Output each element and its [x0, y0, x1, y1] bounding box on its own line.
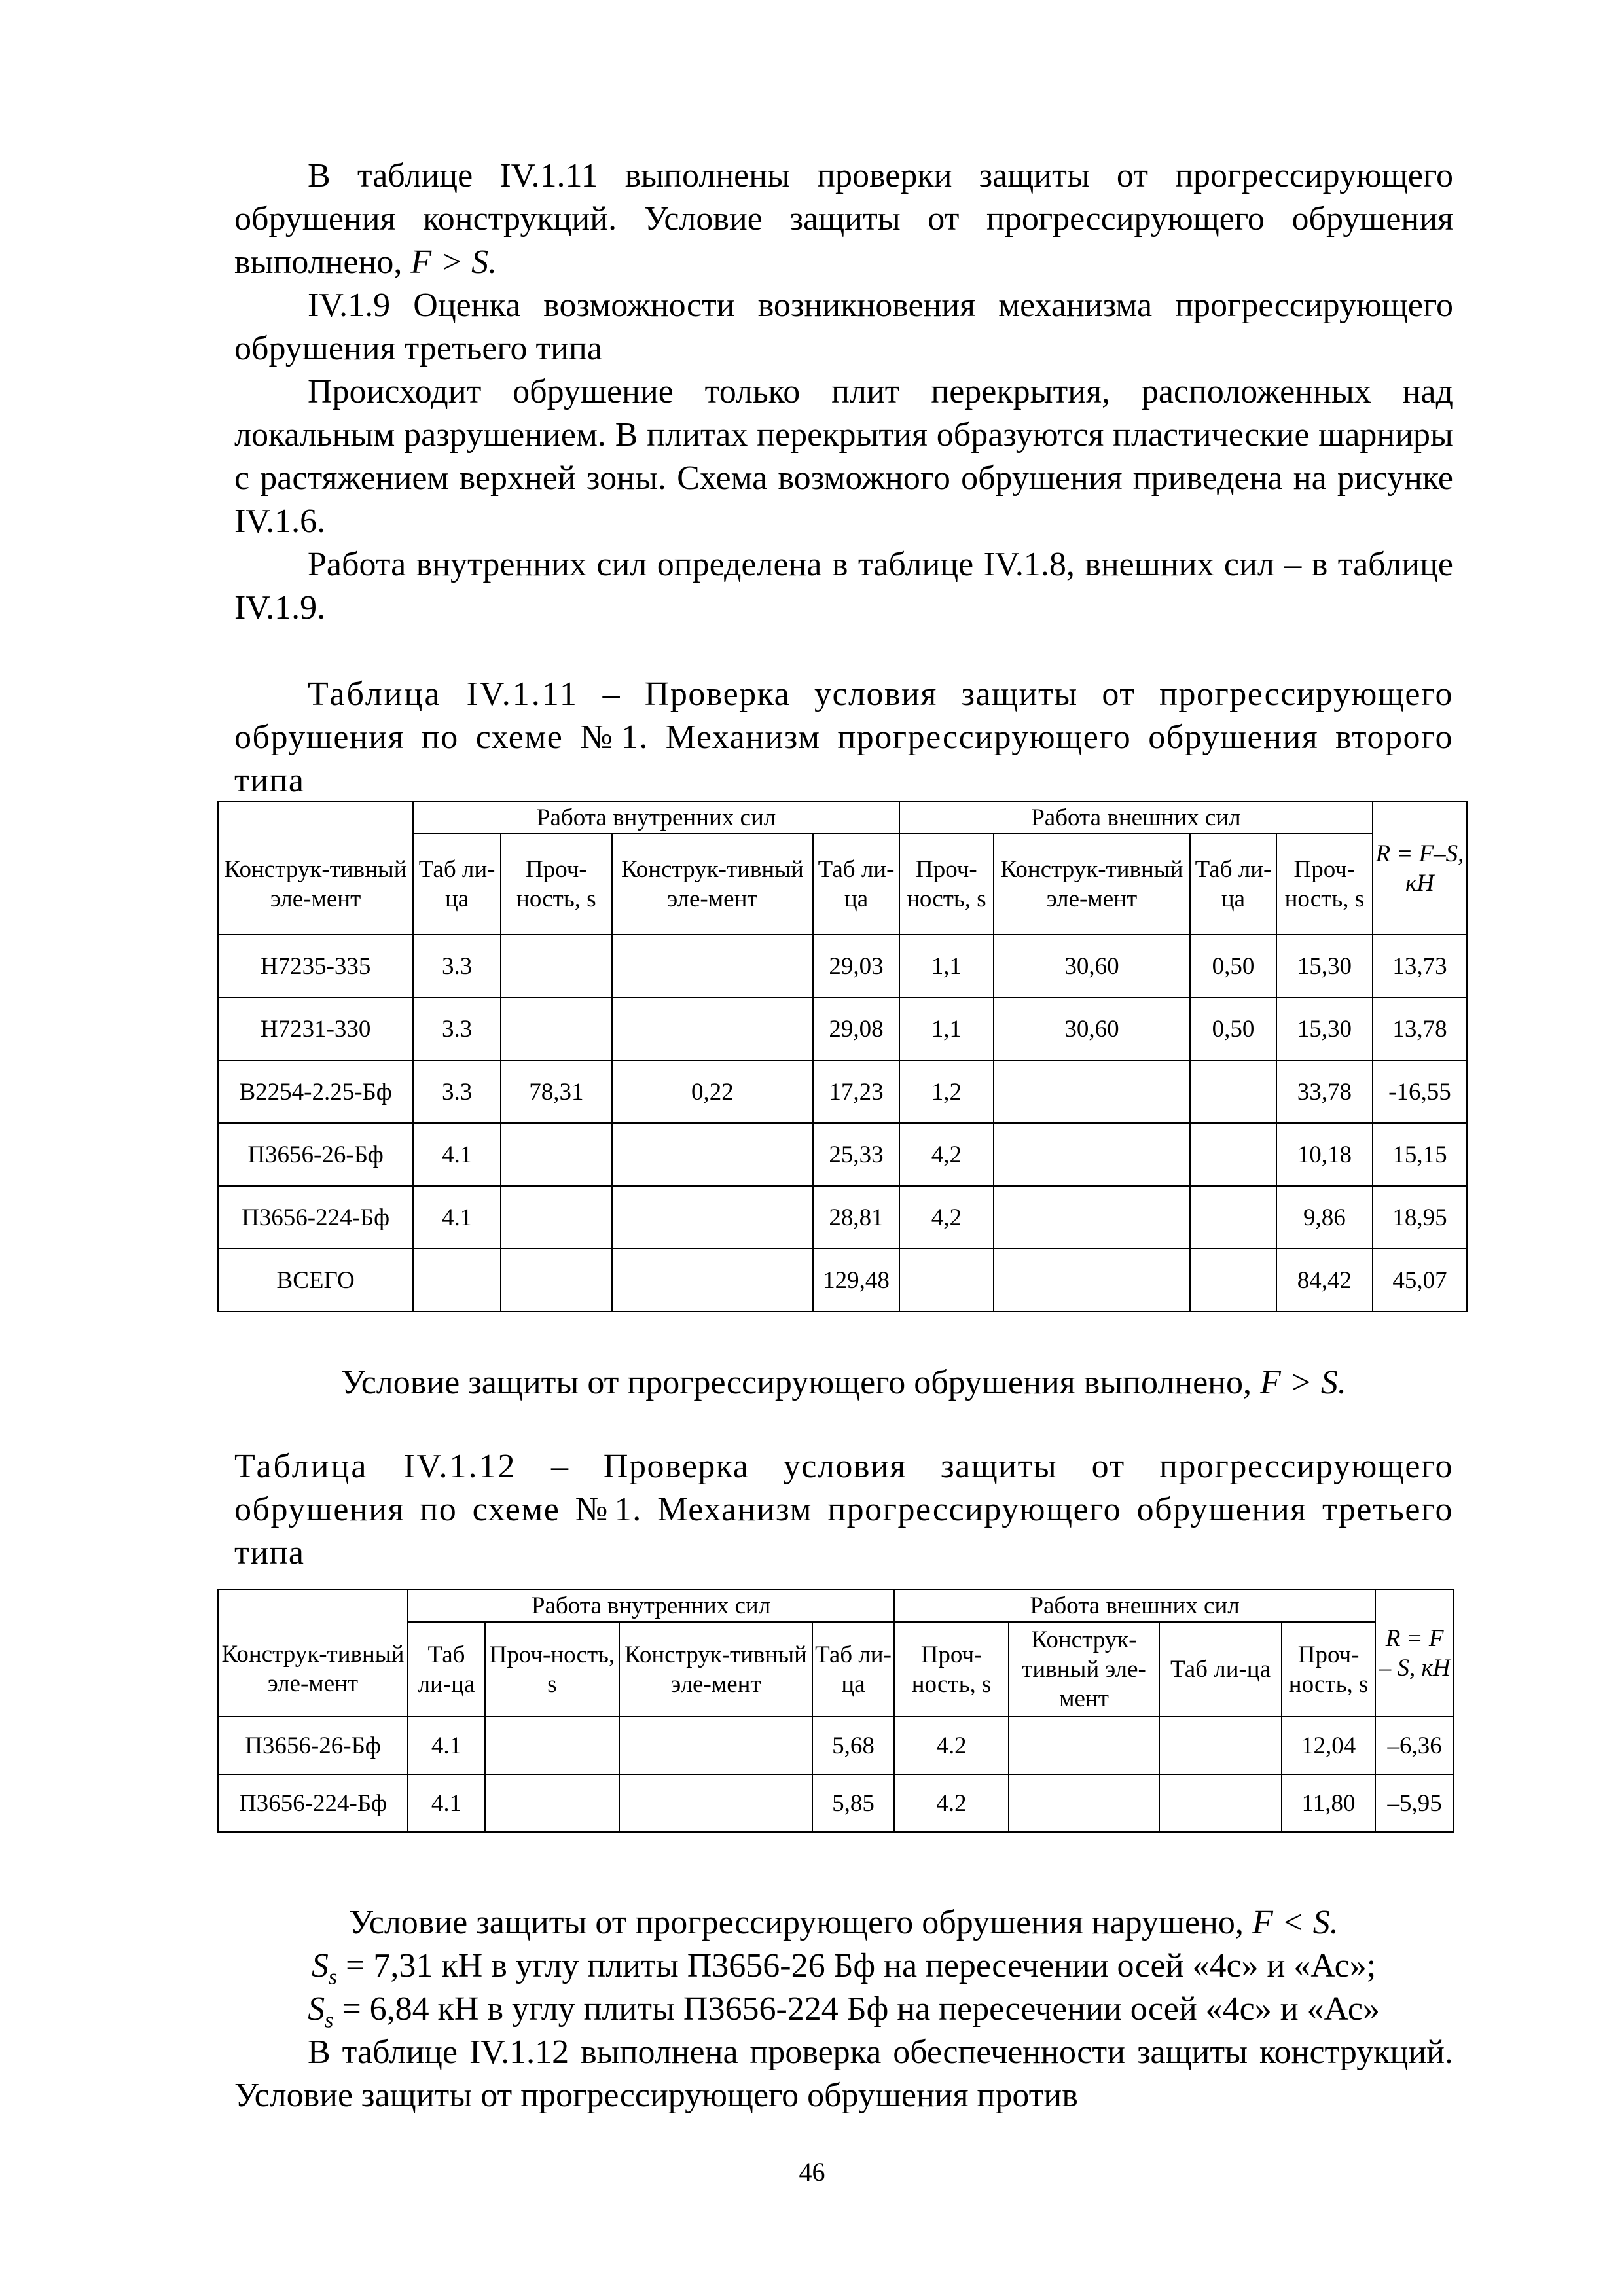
group-header-blank	[218, 802, 413, 834]
table-row	[218, 935, 1467, 997]
table-cell: 17,23	[813, 1060, 899, 1123]
table-cell	[501, 1186, 612, 1249]
table-cell	[619, 1717, 812, 1774]
column-header: Конструк-тивный эле-мент	[994, 834, 1190, 935]
table-cell	[612, 997, 814, 1060]
table-cell: 10,18	[1276, 1123, 1373, 1186]
table-cell	[994, 1249, 1190, 1312]
table-cell	[994, 1186, 1190, 1249]
table-cell: 129,48	[813, 1249, 899, 1312]
table-cell: 5,68	[812, 1717, 894, 1774]
column-header: Конструк-тивный эле-мент	[1009, 1622, 1159, 1717]
formula-f-greater-s: F > S.	[410, 243, 497, 281]
table-cell: 0,50	[1190, 935, 1276, 997]
column-header: Проч-ность, s	[1282, 1622, 1375, 1717]
table-cell: П3656-26-Бф	[218, 1123, 413, 1186]
table-cell: 11,80	[1282, 1774, 1375, 1832]
table-cell	[413, 1249, 501, 1312]
conclusion-2-formula: F < S.	[1252, 1904, 1339, 1941]
table-iv-1-11	[217, 801, 1468, 1312]
table1-caption-text: – Проверка условия защиты от прогрессирующего обрушения по схеме №1. Механизм прогрессирующего обрушения второго типа	[234, 675, 1453, 799]
table-cell: 28,81	[813, 1186, 899, 1249]
column-header: Таб ли-ца	[813, 834, 899, 935]
table-cell: 25,33	[813, 1123, 899, 1186]
group-header-internal: Работа внутренних сил	[413, 802, 899, 834]
table-cell: 84,42	[1276, 1249, 1373, 1312]
table-cell: 78,31	[501, 1060, 612, 1123]
table-cell: 3.3	[413, 997, 501, 1060]
table-cell	[994, 1060, 1190, 1123]
table2-caption	[234, 1445, 1453, 1575]
table-cell: 4.1	[408, 1774, 485, 1832]
table-cell: 29,08	[813, 997, 899, 1060]
column-header: Проч-ность, s	[485, 1622, 619, 1717]
conclusion-1	[234, 1361, 1453, 1405]
table-row	[218, 1774, 1454, 1832]
table-cell: 0,22	[612, 1060, 814, 1123]
table-cell	[501, 1123, 612, 1186]
group-header-external: Работа внешних сил	[894, 1590, 1375, 1622]
table-cell: 13,73	[1373, 935, 1467, 997]
column-header: Таб ли-ца	[408, 1622, 485, 1717]
ss-subscript: s	[328, 1965, 338, 1990]
table-cell: 4.1	[413, 1123, 501, 1186]
table-cell	[485, 1774, 619, 1832]
table-row	[218, 997, 1467, 1060]
column-header-row	[218, 1622, 1454, 1717]
table-cell: 0,50	[1190, 997, 1276, 1060]
table-cell	[1190, 1186, 1276, 1249]
table-cell	[612, 935, 814, 997]
table2-caption-label: Таблица IV.1.12	[234, 1448, 517, 1485]
conclusion-1-text: Условие защиты от прогрессирующего обрушения выполнено,	[341, 1364, 1260, 1401]
table1-caption	[234, 673, 1453, 802]
table-cell	[994, 1123, 1190, 1186]
page-number: 46	[799, 2157, 825, 2187]
table2-caption-text: – Проверка условия защиты от прогрессирующего обрушения по схеме №1. Механизм прогрессирующего обрушения третьего типа	[234, 1448, 1454, 1571]
table-cell: 5,85	[812, 1774, 894, 1832]
table1-caption-label: Таблица IV.1.11	[308, 675, 579, 713]
table-cell	[501, 935, 612, 997]
group-header-blank	[218, 1590, 408, 1622]
table-cell	[501, 1249, 612, 1312]
table-row	[218, 1186, 1467, 1249]
ss-symbol: S	[311, 1947, 329, 1984]
table-cell: 4,2	[899, 1186, 994, 1249]
column-header: Конструк-тивный эле-мент	[612, 834, 814, 935]
table-cell	[1009, 1774, 1159, 1832]
table-cell	[1190, 1123, 1276, 1186]
table-cell: 12,04	[1282, 1717, 1375, 1774]
table-cell: 4,2	[899, 1123, 994, 1186]
column-header: Таб ли-ца	[1190, 834, 1276, 935]
table-cell: 9,86	[1276, 1186, 1373, 1249]
table-cell: –6,36	[1375, 1717, 1454, 1774]
column-header: Проч-ность, s	[1276, 834, 1373, 935]
table-cell	[1159, 1717, 1282, 1774]
table-cell: Н7231-330	[218, 997, 413, 1060]
group-header-external: Работа внешних сил	[899, 802, 1373, 834]
final-paragraph: В таблице IV.1.12 выполнена проверка обеспеченности защиты конструкций. Условие защиты от прогрессирующего обрушения против	[234, 2034, 1453, 2114]
column-header: Конструк-тивный эле-мент	[619, 1622, 812, 1717]
table-cell: П3656-224-Бф	[218, 1774, 408, 1832]
column-header: Проч-ность, s	[899, 834, 994, 935]
table-row	[218, 1060, 1467, 1123]
ss-line-1-text: = 7,31 кН в углу плиты П3656-26 Бф на пересечении осей «4с» и «Ас»;	[337, 1947, 1377, 1984]
table-cell: –5,95	[1375, 1774, 1454, 1832]
header-resultant: R = F–S, кН	[1373, 802, 1467, 935]
column-header: Конструк-тивный эле-мент	[218, 1622, 408, 1717]
paragraph-4: Работа внутренних сил определена в таблице IV.1.8, внешних сил – в таблице IV.1.9.	[234, 546, 1453, 626]
table-cell: 4.2	[894, 1717, 1009, 1774]
table-cell	[501, 997, 612, 1060]
ss-line-2-text: = 6,84 кН в углу плиты П3656-224 Бф на пересечении осей «4с» и «Ас»	[333, 1990, 1380, 2028]
table-row	[218, 1717, 1454, 1774]
table-cell: 15,30	[1276, 997, 1373, 1060]
table-cell	[899, 1249, 994, 1312]
table-cell: 15,30	[1276, 935, 1373, 997]
table-cell: 13,78	[1373, 997, 1467, 1060]
section-heading: IV.1.9 Оценка возможности возникновения механизма прогрессирующего обрушения третьего типа	[234, 287, 1453, 367]
table-cell: ВСЕГО	[218, 1249, 413, 1312]
table-cell: 4.1	[408, 1717, 485, 1774]
table-cell: П3656-26-Бф	[218, 1717, 408, 1774]
column-header: Таб ли-ца	[1159, 1622, 1282, 1717]
column-header: Таб ли-ца	[413, 834, 501, 935]
table-cell	[612, 1186, 814, 1249]
table-cell: 33,78	[1276, 1060, 1373, 1123]
table-cell: 1,1	[899, 997, 994, 1060]
table-cell	[1190, 1249, 1276, 1312]
group-header-row	[218, 802, 1467, 834]
table-cell: 4.1	[413, 1186, 501, 1249]
table-cell	[612, 1123, 814, 1186]
table-cell	[1009, 1717, 1159, 1774]
table-cell: 3.3	[413, 935, 501, 997]
table-row	[218, 1123, 1467, 1186]
table-cell	[1190, 1060, 1276, 1123]
table-cell: В2254-2.25-Бф	[218, 1060, 413, 1123]
table-cell: 1,1	[899, 935, 994, 997]
column-header-row	[218, 834, 1467, 935]
conclusion-1-formula: F > S.	[1260, 1364, 1346, 1401]
paragraph-1-text: В таблице IV.1.11 выполнены проверки защиты от прогрессирующего обрушения конструкций. Условие защиты от прогрессирующего обрушения выполнено,	[234, 157, 1453, 281]
table-cell	[612, 1249, 814, 1312]
paragraph-1	[234, 154, 1453, 284]
table-cell: 29,03	[813, 935, 899, 997]
table-cell: 15,15	[1373, 1123, 1467, 1186]
column-header: Конструк-тивный эле-мент	[218, 834, 413, 935]
table-cell: 45,07	[1373, 1249, 1467, 1312]
table-cell: 1,2	[899, 1060, 994, 1123]
table-cell: 4.2	[894, 1774, 1009, 1832]
table-cell: 18,95	[1373, 1186, 1467, 1249]
column-header: Таб ли-ца	[812, 1622, 894, 1717]
ss-symbol: S	[308, 1990, 325, 2028]
conclusion-2-text: Условие защиты от прогрессирующего обрушения нарушено,	[349, 1904, 1252, 1941]
group-header-internal: Работа внутренних сил	[408, 1590, 894, 1622]
table-iv-1-12	[217, 1589, 1454, 1833]
table-cell: -16,55	[1373, 1060, 1467, 1123]
paragraph-3: Происходит обрушение только плит перекрытия, расположенных над локальным разрушением. В плитах перекрытия образуются пластические шарниры с растяжением верхней зоны. Схема возможного обрушения приведена на рисунке IV.1.6.	[234, 373, 1453, 540]
conclusion-2	[234, 1901, 1453, 1945]
table-row	[218, 1249, 1467, 1312]
group-header-row	[218, 1590, 1454, 1622]
table-cell	[1159, 1774, 1282, 1832]
ss-subscript: s	[325, 2008, 334, 2033]
table-cell	[619, 1774, 812, 1832]
column-header: Проч-ность, s	[894, 1622, 1009, 1717]
table-cell: 3.3	[413, 1060, 501, 1123]
header-resultant: R = F – S, кН	[1375, 1590, 1454, 1717]
table-cell: 30,60	[994, 997, 1190, 1060]
column-header: Проч-ность, s	[501, 834, 612, 935]
table-cell	[485, 1717, 619, 1774]
table-cell: 30,60	[994, 935, 1190, 997]
table-cell: П3656-224-Бф	[218, 1186, 413, 1249]
table-cell: Н7235-335	[218, 935, 413, 997]
